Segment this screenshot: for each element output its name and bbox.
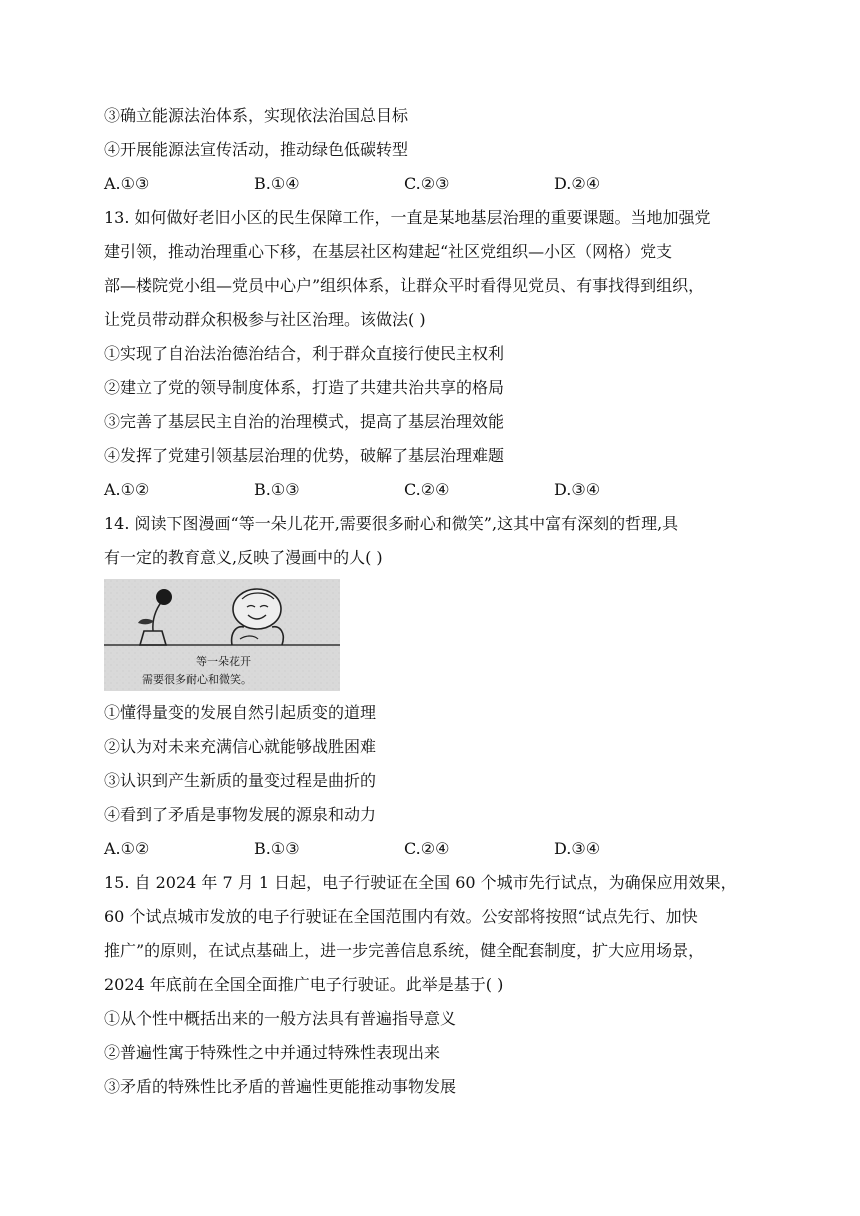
q14-item-1: ①懂得量变的发展自然引起质变的道理 (104, 703, 377, 722)
q13-options (104, 479, 744, 501)
cartoon-caption-line-1: 等一朵花开 (196, 655, 251, 668)
q15-item-1: ①从个性中概括出来的一般方法具有普遍指导意义 (104, 1009, 457, 1028)
q13-item-3: ③完善了基层民主自治的治理模式，提高了基层治理效能 (104, 412, 505, 431)
q15-stem-line-3: 推广”的原则，在试点基础上，进一步完善信息系统，健全配套制度，扩大应用场景， (104, 941, 705, 960)
q14-item-3: ③认识到产生新质的量变过程是曲折的 (104, 771, 377, 790)
q13-item-1: ①实现了自治法治德治结合，利于群众直接行使民主权利 (104, 344, 505, 363)
q14-option-b: B.①③ (254, 839, 300, 858)
q14-option-c: C.②④ (404, 839, 450, 858)
q13-option-b: B.①③ (254, 480, 300, 499)
q12-item-4: ④开展能源法宣传活动，推动绿色低碳转型 (104, 140, 409, 159)
q14-option-a: A.①② (104, 839, 150, 858)
q14-option-d: D.③④ (554, 839, 601, 858)
q13-option-d: D.③④ (554, 480, 601, 499)
cartoon-caption-line-2: 需要很多耐心和微笑。 (142, 673, 252, 686)
q13-option-a: A.①② (104, 480, 150, 499)
q12-option-d: D.②④ (554, 174, 601, 193)
q14-options (104, 838, 744, 860)
q15-stem-line-1: 15. 自 2024 年 7 月 1 日起，电子行驶证在全国 60 个城市先行试点，为确保应用效果， (104, 873, 737, 892)
q13-option-c: C.②④ (404, 480, 450, 499)
q14-item-4: ④看到了矛盾是事物发展的源泉和动力 (104, 805, 377, 824)
q12-option-b: B.①④ (254, 174, 300, 193)
q15-item-2: ②普遍性寓于特殊性之中并通过特殊性表现出来 (104, 1043, 441, 1062)
q13-item-4: ④发挥了党建引领基层治理的优势，破解了基层治理难题 (104, 446, 505, 465)
q14-item-2: ②认为对未来充满信心就能够战胜困难 (104, 737, 377, 756)
q13-item-2: ②建立了党的领导制度体系，打造了共建共治共享的格局 (104, 378, 505, 397)
q13-stem-line-4: 让党员带动群众积极参与社区治理。该做法( ) (104, 310, 426, 329)
q13-stem-line-1: 13. 如何做好老旧小区的民生保障工作，一直是某地基层治理的重要课题。当地加强党 (104, 208, 711, 227)
q12-option-a: A.①③ (104, 174, 150, 193)
q12-option-c: C.②③ (404, 174, 450, 193)
q14-stem-line-2: 有一定的教育意义,反映了漫画中的人( ) (104, 548, 383, 567)
q13-stem-line-2: 建引领，推动治理重心下移，在基层社区构建起“社区党组织—小区（网格）党支 (104, 242, 673, 261)
q12-item-3: ③确立能源法治体系，实现依法治国总目标 (104, 106, 409, 125)
q15-item-3: ③矛盾的特殊性比矛盾的普遍性更能推动事物发展 (104, 1077, 457, 1096)
cartoon-image (104, 579, 340, 691)
q15-stem-line-4: 2024 年底前在全国全面推广电子行驶证。此举是基于( ) (104, 975, 504, 994)
q15-stem-line-2: 60 个试点城市发放的电子行驶证在全国范围内有效。公安部将按照“试点先行、加快 (104, 907, 698, 926)
q14-stem-line-1: 14. 阅读下图漫画“等一朵儿花开,需要很多耐心和微笑”,这其中富有深刻的哲理,具 (104, 514, 679, 533)
q12-options (104, 173, 744, 195)
q13-stem-line-3: 部—楼院党小组—党员中心户”组织体系，让群众平时看得见党员、有事找得到组织， (104, 276, 705, 295)
